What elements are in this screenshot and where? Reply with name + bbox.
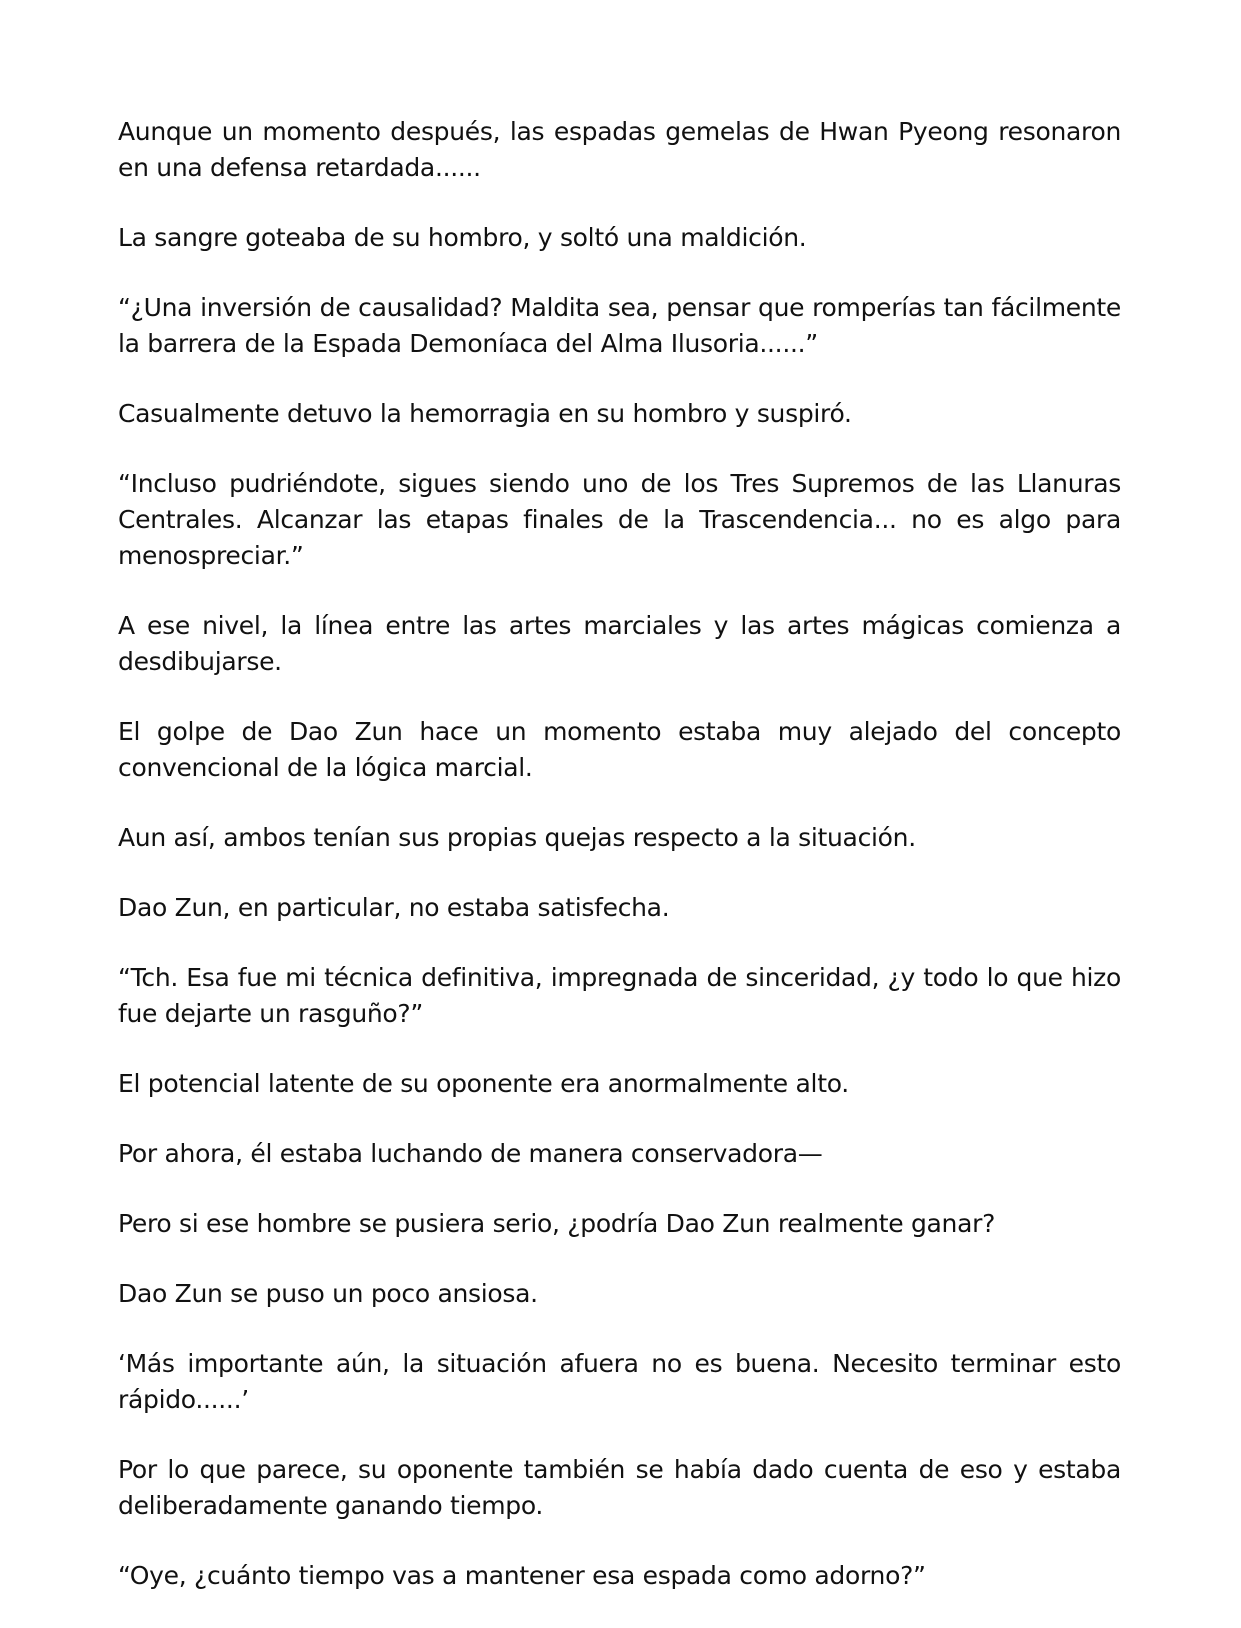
paragraph-5: “Incluso pudriéndote, sigues siendo uno de los Tres Supremos de las Llanuras Centrales. Alcanzar las etapas finales de la Trascendencia... no es algo para menospreciar.” [118, 469, 1121, 570]
paragraph-6: A ese nivel, la línea entre las artes marciales y las artes mágicas comienza a desdibujarse. [118, 611, 1121, 676]
paragraph-9: Dao Zun, en particular, no estaba satisfecha. [118, 893, 670, 922]
paragraph-8: Aun así, ambos tenían sus propias quejas respecto a la situación. [118, 823, 916, 852]
paragraph-4: Casualmente detuvo la hemorragia en su hombro y suspiró. [118, 399, 852, 428]
paragraph-13: Pero si ese hombre se pusiera serio, ¿podría Dao Zun realmente ganar? [118, 1209, 996, 1238]
paragraph-12: Por ahora, él estaba luchando de manera conservadora— [118, 1139, 823, 1168]
paragraph-10: “Tch. Esa fue mi técnica definitiva, impregnada de sinceridad, ¿y todo lo que hizo fue dejarte un rasguño?” [118, 963, 1121, 1028]
paragraph-3: “¿Una inversión de causalidad? Maldita sea, pensar que romperías tan fácilmente la barrera de la Espada Demoníaca del Alma Ilusoria......” [118, 293, 1121, 358]
document-body [118, 114, 1121, 1628]
paragraph-16: Por lo que parece, su oponente también se había dado cuenta de eso y estaba deliberadamente ganando tiempo. [118, 1455, 1121, 1520]
paragraph-2: La sangre goteaba de su hombro, y soltó una maldición. [118, 223, 807, 252]
paragraph-17: “Oye, ¿cuánto tiempo vas a mantener esa espada como adorno?” [118, 1561, 926, 1590]
paragraph-11: El potencial latente de su oponente era anormalmente alto. [118, 1069, 849, 1098]
paragraph-7: El golpe de Dao Zun hace un momento estaba muy alejado del concepto convencional de la lógica marcial. [118, 717, 1121, 782]
paragraph-14: Dao Zun se puso un poco ansiosa. [118, 1279, 538, 1308]
paragraph-1: Aunque un momento después, las espadas gemelas de Hwan Pyeong resonaron en una defensa retardada...... [118, 117, 1121, 182]
paragraph-15: ‘Más importante aún, la situación afuera no es buena. Necesito terminar esto rápido......’ [118, 1349, 1121, 1414]
